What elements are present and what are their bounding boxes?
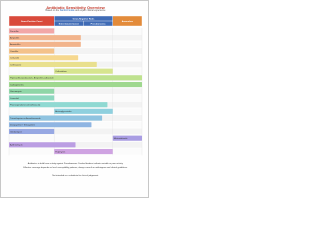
column-label-gram-positive: Gram-Positive Cocci [20,20,43,23]
antibiotic-label: Cefazolin [10,57,20,60]
antibiotic-label: Trimethoprim-sulfamethoxazole [10,117,41,120]
antibiotic-label: Azithromycin [10,144,23,147]
antibiotic-label: Penicillin [10,30,19,33]
footer-note-3: Not intended as a substitute for clinical judgement. [52,175,99,177]
antibiotic-label: Metronidazole [113,137,128,140]
coverage-bar [9,62,97,67]
antibiotic-label: Ceftazidime [55,70,67,73]
antibiotic-label: Carbapenems [10,84,24,87]
subtitle-before: Based on the [45,10,60,12]
column-label-enterobacteriaceae: Enterobacteriaceae [58,23,79,26]
antibiotic-label: Vancomycin [10,91,22,94]
antibiotic-label: Linezolid [10,97,19,100]
antibiotic-label: Aminoglycosides [55,111,72,114]
footer-note-1: Antibiotics in bold have activity against Pseudomonas. Dashed borders indicate variable or poor activity. [27,163,124,165]
antibiotic-label: Amoxicillin [10,44,21,47]
antibiotic-label: Piperacillin-tazobactam, Ampicillin-sulbactam [10,77,54,80]
footer-note-2: Effective coverage depends on local susceptibility patterns; always consult an antibiogram and clinical guidelines. [23,167,128,169]
antibiotic-label: Doxycycline / Tetracycline [10,124,36,127]
coverage-bar [9,82,142,87]
antibiotic-label: Oxacillin [10,50,19,53]
antibiotic-label: Fluoroquinolones (levofloxacin) [10,104,41,107]
chart-title: Antibiotic Sensitivity Overview [46,5,105,10]
column-label-anaerobes: Anaerobes [121,20,134,23]
antibiotic-label: Polymyxin [55,151,66,154]
antibiotic-label: Clindamycin [10,131,22,134]
coverage-bar [9,35,81,40]
coverage-bar [9,55,78,60]
page-frame [0,0,149,198]
antibiotic-label: Ceftriaxone [10,64,22,67]
column-label-gram-negative: Gram-Negative Rods [72,18,95,21]
subtitle-after: and expert clinical experience [75,10,106,12]
sanford-guide-link[interactable]: Sanford Guide [59,10,75,12]
antibiotic-label: Ampicillin [10,37,20,40]
column-label-pseudomonas: Pseudomonas [90,23,106,26]
